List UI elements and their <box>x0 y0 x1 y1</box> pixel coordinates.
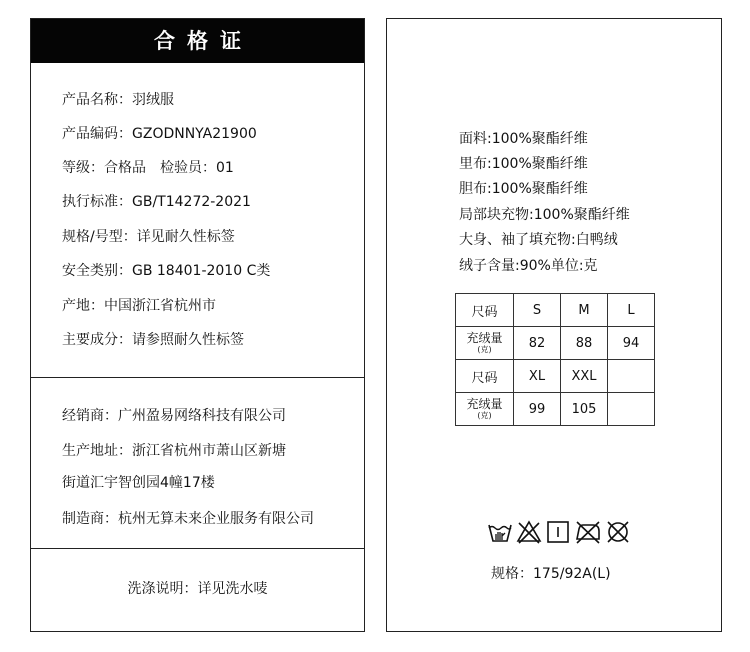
size-cell: XXL <box>561 360 608 393</box>
fill-header-cell <box>456 327 514 360</box>
size-spec-line: 规格/号型：详见耐久性标签 <box>62 229 235 245</box>
composition-line: 面料:100%聚酯纤维 <box>459 131 588 147</box>
size-header-cell: 尺码 <box>456 360 514 393</box>
certificate-label <box>30 18 365 632</box>
grade-inspector-line: 等级：合格品 检验员：01 <box>62 160 234 176</box>
composition-line: 绒子含量:90%单位:克 <box>459 258 598 274</box>
do-not-iron-icon <box>574 519 602 545</box>
size-cell: S <box>514 294 561 327</box>
fill-cell: 99 <box>514 393 561 426</box>
composition-line: 里布:100%聚酯纤维 <box>459 156 588 172</box>
section-divider <box>31 377 364 378</box>
composition-line: 主要成分：请参照耐久性标签 <box>62 332 244 348</box>
fill-cell: 88 <box>561 327 608 360</box>
composition-line: 局部块充物:100%聚酯纤维 <box>459 207 630 223</box>
fill-unit: (克) <box>477 344 492 354</box>
size-cell <box>608 360 655 393</box>
fill-unit: (克) <box>477 410 492 420</box>
origin-line: 产地：中国浙江省杭州市 <box>62 298 216 314</box>
line-dry-icon <box>545 519 571 545</box>
size-cell: M <box>561 294 608 327</box>
safety-category-line: 安全类别：GB 18401-2010 C类 <box>62 263 271 279</box>
table-row <box>456 294 655 327</box>
size-fill-table <box>455 293 655 426</box>
fill-cell <box>608 393 655 426</box>
composition-line: 胆布:100%聚酯纤维 <box>459 181 588 197</box>
production-address-line-2: 街道汇宇智创园4幢17楼 <box>62 475 215 491</box>
certificate-header: 合格证 <box>31 19 364 63</box>
standard-line: 执行标准：GB/T14272-2021 <box>62 194 251 210</box>
section-divider <box>31 548 364 549</box>
fill-label: 充绒量 <box>466 396 503 411</box>
size-header-cell: 尺码 <box>456 294 514 327</box>
table-row <box>456 327 655 360</box>
fill-label: 充绒量 <box>466 330 503 345</box>
product-code-line: 产品编码：GZODNNYA21900 <box>62 126 257 142</box>
care-symbols <box>487 519 631 545</box>
do-not-bleach-icon <box>516 519 542 545</box>
fill-header-cell <box>456 393 514 426</box>
fill-cell: 105 <box>561 393 608 426</box>
durability-label <box>386 18 722 632</box>
hand-wash-icon <box>487 519 513 545</box>
product-name-line: 产品名称：羽绒服 <box>62 92 174 108</box>
manufacturer-line: 制造商：杭州无算未来企业服务有限公司 <box>62 511 314 527</box>
size-spec: 规格：175/92A(L) <box>491 566 611 582</box>
wash-instruction-note: 洗涤说明：详见洗水唛 <box>127 581 268 597</box>
do-not-dry-clean-icon <box>605 519 631 545</box>
production-address-line: 生产地址：浙江省杭州市萧山区新塘 <box>62 443 286 459</box>
composition-line: 大身、袖了填充物:白鸭绒 <box>459 232 618 248</box>
fill-cell: 94 <box>608 327 655 360</box>
table-row <box>456 360 655 393</box>
size-cell: L <box>608 294 655 327</box>
table-row <box>456 393 655 426</box>
size-cell: XL <box>514 360 561 393</box>
distributor-line: 经销商：广州盈易网络科技有限公司 <box>62 408 286 424</box>
fill-cell: 82 <box>514 327 561 360</box>
